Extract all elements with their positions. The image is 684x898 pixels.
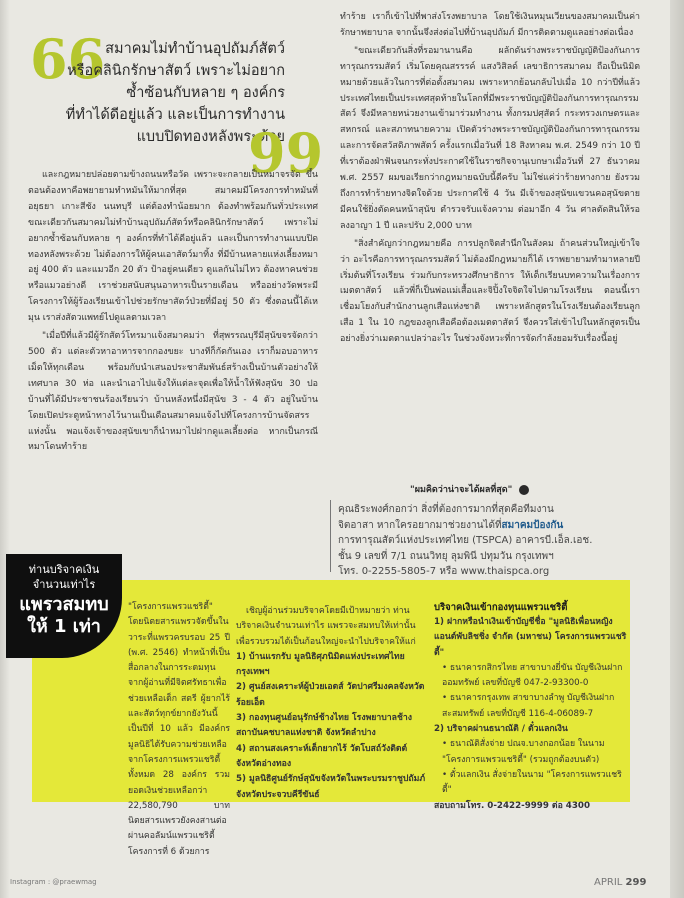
donation-method: 2) บริจาคผ่านธนาณัติ / ตั๋วแลกเงิน [434, 724, 568, 735]
recipient-item: 4) สถานสงเคราะห์เด็กยากไร้ วัดโบสถ์วังติดต์จังหวัดอ่างทอง [236, 743, 408, 769]
donation-column-2 [236, 604, 428, 803]
donation-phone: สอบถามโทร. 0-2422-9999 ต่อ 4300 [434, 800, 590, 811]
article-paragraph: และกฎหมายปล่อยตามข้างถนนหรือวัด เพราะจะกลายเป็นหมาจรจัด ขึ้นตอนต้องหาคือพยายามทำหมันให้มากที่สุด สมาคมมีโครงการทำหมันที่อยุธยา เกาะสีชัง นนทบุรี แต่ต้องทำน้อยมาก ต้องทำพร้อมกันทั่วประเทศ ขณะเดียวกันสมาคมไม่ทำบ้านอุปถัมภ์สัตว์หรือคลินิกรักษาสัตว์ เพราะไม่อยากซ้ำซ้อนกับหลาย ๆ องค์กรที่ทำได้ดีอยู่แล้ว และเป็นการทำงานแบบปิดทองหลังพระด้วย ไม่ต้องการให้ผู้คนเอาสัตว์มาทิ้ง ที่มีบ้านหลายแห่งเลี้ยงหมาอยู่ 400 ตัว และแมวอีก 20 ตัว ป้าอยู่คนเดียว ดูแลกันไม่ไหว ต้องหาคนช่วย หรือแมวอย่างดี เราช่วยสนับสนุนอาหารเป็นรายเดือน หรืออย่างวัดพระมีโครงการให้ผู้ร้องเรียนเข้าไปช่วยรักษาสัตว์ป่วยที่มีอยู่ 50 ตัว ซึ่งตอนนี้ได้เหมุน เราส่งสัตวแพทย์ไปดูแลตามเวลา [28, 170, 318, 324]
page-number: 299 [625, 877, 647, 888]
contact-line: โทร. 0-2255-5805-7 หรือ www.thaispca.org [338, 566, 550, 577]
contact-divider [330, 500, 331, 572]
pull-quote-line: ที่ทำได้ดีอยู่แล้ว และเป็นการทำงาน [65, 107, 285, 123]
quote-close-mark: 99 [248, 121, 324, 185]
pull-quote-line: แบบปิดทองหลังพระด้วย [136, 129, 285, 145]
article-paragraph: "เมื่อปีที่แล้วมีผู้รักสัตว์โทรมาแจ้งสมาคมว่า ที่สุพรรณบุรีมีสุนัขจรจัดกว่า 500 ตัว แต่ละตัวหาอาหารจากกองขยะ บางทีก็กัดกันเอง เราก็มอบอาหารเม็ดให้ทุกเดือน พร้อมกับนำเสนอประชาสัมพันธ์สร้างเป็นบ้านตัวอย่างให้เทศบาล 30 ห่อ และนำเอาไปแจ้งให้แต่ละจุดเพื่อให้น้ำให้ฟังสุนัข 30 ปอ บ้านที่ได้มีประชาชนร้องเรียนว่า บ้านหลังหนึ่งมีสุนัข 3 - 4 ตัว อยู่ในบ้าน โดยเปิดประตูหน้าทางไว้นานเป็นเดือนสมาคมแจ้งไปที่โครงการบ้านจัดสรรแห่งนั้น พอแจ้งเจ้าของสุนัขเขาก็นำหมาไปฝากดูแลเลี้ยงต่อ หากเป็นกรณีหมาโดนทำร้าย [28, 331, 318, 453]
badge-title: แพรวสมทบให้ 1 เท่า [19, 594, 109, 637]
contact-line: การทารุณสัตว์แห่งประเทศไทย (TSPCA) อาคารบี.เอ็ล.เอช. [338, 535, 593, 546]
article-column-left [28, 168, 318, 576]
donation-intro: "โครงการแพรวแชริตี้" โดยนิตยสารแพรวจัดขึ้นในวาระที่แพรวครบรอบ 25 ปี (พ.ศ. 2546) ทำหน้าที่เป็นสื่อกลางในการระดมทุนจากผู้อ่านที่มีจิตศรัทธาเพื่อช่วยเหลือเด็ก สตรี ผู้ยากไร้ และสัตว์ทุกข์ยากยังวันนี้เป็นปีที่ 10 แล้ว มีองค์กรมูลนิธิได้รับความช่วยเหลือจากโครงการแพรวแชริตี้ทั้งหมด 28 องค์กร รวมยอดเงินช่วยเหลือกว่า 22,580,790 บาท นิตยสารแพรวยังคงสานต่อผ่านคอลัมน์แพรวแชริตี้ โครงการที่ 6 ด้วยการ [128, 602, 230, 857]
money-order: • ตั๋วแลกเงิน สั่งจ่ายในนาม "โครงการแพรวแชริตี้" [442, 769, 622, 796]
contact-org-highlight: สมาคมป้องกัน [501, 519, 564, 531]
contact-box [338, 502, 638, 580]
donation-method: 1) ฝากหรือนำเงินเข้าบัญชีชื่อ "มูลนิธิเพื่อนหญิงแอนด์พับลิชชิ่ง จำกัด (มหาชน) โครงการแพรวแชริตี้" [434, 617, 627, 658]
article-paragraph: "สิ่งสำคัญกว่ากฎหมายคือ การปลูกจิตสำนึกในสังคม ถ้าคนส่วนใหญ่เข้าใจว่า อะไรคือการทารุณกรรมสัตว์ ไม่ต้องมีกฎหมายก็ได้ เราพยายามทำมาหลายปี เริ่มต้นที่โรงเรียน ร่วมกับกระทรวงศึกษาธิการ ให้เด็กเรียนบทความในเรื่องการเมตตาสัตว์ แล้วพี่ก็เป็นพ่อแม่เสื้อและจิปิ้งใจจิตใจไปตามโรงเรียน ตอนนี้เราเชื่อมโยงกับสำนักงานลูกเสือแห่งชาติ เพราะหลักสูตรในโรงเรียนต้องเรียนลูกเสือ 1 ใน 10 กฎของลูกเสือคือต้องเมตตาสัตว์ จึงควรใส่เข้าไปในหลักสูตรเป็นอย่างยิ่งว่าเมตตาแปลว่าอะไร ในช่วงจังหวะที่การจัดกำลังยอมรับเรื่องนี้อยู่ [340, 238, 640, 345]
quote-open-mark: 66 [30, 27, 106, 91]
footer-month: APRIL [594, 877, 623, 888]
contact-line: ชั้น 9 เลขที่ 7/1 ถนนวิทยุ ลุมพินี ปทุมวัน กรุงเทพฯ [338, 550, 554, 562]
page-edge [670, 0, 684, 898]
footer-page-number [594, 877, 646, 888]
pull-quote-line: สมาคมไม่ทำบ้านอุปถัมภ์สัตว์ [105, 41, 285, 57]
badge-subtitle: ท่านบริจาคเงินจำนวนเท่าไร [28, 563, 100, 591]
recipient-item: 5) มูลนิธิศูนย์รักษ์สุนัขจังหวัดในพระบรมราชูปถัมภ์ จังหวัดประจวบคีรีขันธ์ [236, 774, 426, 800]
closing-quote [410, 482, 529, 496]
footer-instagram: Instagram : @praewmag [10, 878, 97, 886]
money-order: • ธนาณัติสั่งจ่าย ปณจ.บางกอกน้อย ในนาม "โครงการแพรวแชริตี้" (รวมถูกต้องบนตัว) [442, 739, 605, 765]
end-mark-icon [519, 485, 529, 495]
pull-quote [30, 27, 324, 185]
bank-account: • ธนาคารกรุงเทพ สาขาบางลำพู บัญชีเงินฝากสะสมทรัพย์ เลขที่บัญชี 116-4-06089-7 [442, 693, 615, 719]
recipient-item: 3) กองทุนศูนย์อนุรักษ์ช้างไทย โรงพยาบาลช้าง สถาบันคชบาลแห่งชาติ จังหวัดลำปาง [236, 713, 413, 739]
article-column-right [340, 10, 640, 480]
donation-recipients-intro: เชิญผู้อ่านร่วมบริจาคโดยมีเป้าหมายว่า ท่านบริจาคเงินจำนวนเท่าไร แพรวจะสมทบให้เท่านั้น เพื่อรวบรวมได้เป็นก้อนใหญ่จะนำไปบริจาคให้แก่ [236, 606, 416, 647]
donation-column-3 [434, 600, 630, 814]
article-paragraph: ทำร้าย เราก็เข้าไปที่พาส่งโรงพยาบาล โดยใช้เงินหมุนเวียนของสมาคมเป็นค่ารักษาพยาบาล จากนั้นจึงส่งต่อไปที่บ้านอุปถัมภ์ มีการติดตามดูแลอย่างต่อเนื่อง [340, 12, 640, 38]
contact-line: คุณธิระพงศ์กอกว่า สิ่งที่ต้องการมากที่สุดคือทีมงาน [338, 504, 554, 515]
page-gutter [0, 0, 10, 898]
contact-line: จิตอาสา หากใครอยากมาช่วยงานได้ที่สมาคมป้องกัน [338, 519, 564, 531]
donation-heading: บริจาคเงินเข้ากองทุนแพรวแชริตี้ [434, 602, 568, 613]
article-paragraph: "ขณะเดียวกันสิ่งที่รอมานานคือ ผลักดันร่างพระราชบัญญัติป้องกันการทารุณกรรมสัตว์ เริ่มโดยคุณสรรรค์ แสงวิสิลด์ เลขาธิการสมาคม ถือเป็นนิมิตหมายด้วยแล้วในการที่ต่อตั้งสมาคม เพราะหากย้อนกลับไปเมื่อ 10 กว่าปีที่แล้ว ประเทศไทยเป็นประเทศสุดท้ายในโลกที่มีพระราชบัญญัติป้องกันการทารุณกรรมสัตว์ จึงมีหลายหน่วยงานเข้ามาร่วมทำงาน ทั้งกรมปศุสัตว์ กระทรวงเกษตรและสหกรณ์ และสภาทนายความ เปิดตัวร่างพระราชบัญญัติป้องกันการทารุณกรรมและการจัดสวัสดิภาพสัตว์ ครั้งแรกเมื่อวันที่ 18 สิงหาคม พ.ศ. 2549 กว่า 10 ปี ที่เราต้องฝ่าฟันจนกระทั่งประกาศใช้ในราชกิจจานุเบกษาเมื่อวันที่ 27 ธันวาคม พ.ศ. 2557 ผมขอเรียกว่ากฎหมายฉบับนี้ดีครับ ไม่ใช่แค่ว่าร้ายทางกาย ยังรวมถึงการทำร้ายทางจิตใจด้วย ประกาศใช้ 4 วัน มีเจ้าของสุนัขแขวนคอสุนัขตาย มีคนใช้ยิ่งตัดคนหน้าสุนัข ตำรวจรับแจ้งความ ต่อมาอีก 4 วัน ศาลตัดสินให้รอลงอาญา 1 ปี และปรับ 2,000 บาท [340, 45, 640, 231]
pull-quote-line: หรือคลินิกรักษาสัตว์ เพราะไม่อยาก [67, 63, 285, 79]
bank-account: • ธนาคารกสิกรไทย สาขาบางยี่ขัน บัญชีเงินฝากออมทรัพย์ เลขที่บัญชี 047-2-93300-0 [442, 662, 623, 689]
donation-column-1 [128, 600, 230, 860]
pull-quote-line: ซ้ำซ้อนกับหลาย ๆ องค์กร [126, 85, 285, 101]
recipient-item: 2) ศูนย์สงเคราะห์ผู้ป่วยเอดส์ วัดปาศรีมงคลจังหวัดร้อยเอ็ด [236, 682, 425, 708]
recipient-item: 1) บ้านแรกรับ มูลนิธิศุภนิมิตแห่งประเทศไทยกรุงเทพฯ [236, 651, 405, 678]
closing-quote-text: "ผมคิดว่าน่าจะได้ผลที่สุด" [410, 485, 513, 495]
